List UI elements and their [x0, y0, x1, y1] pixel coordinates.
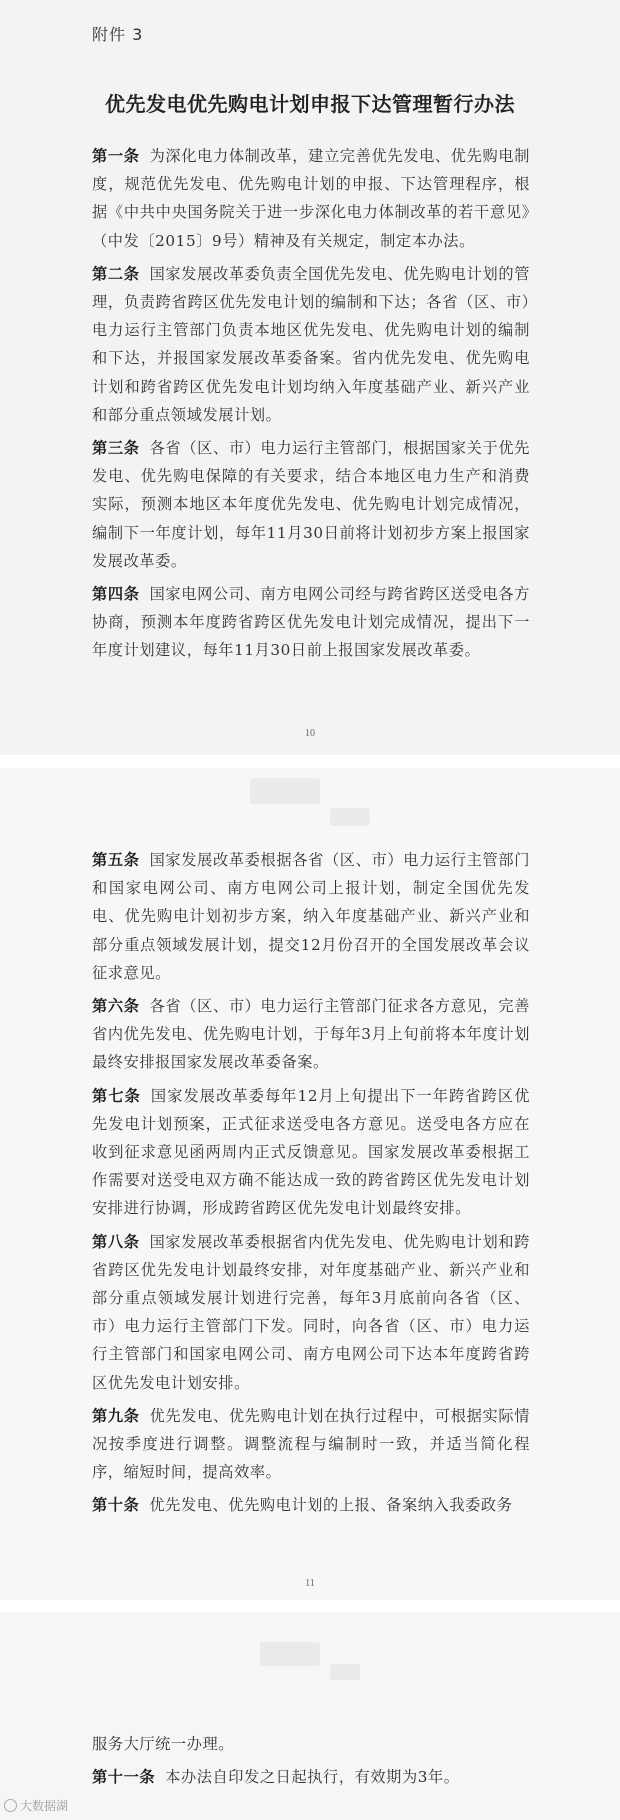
article-label: 第一条 — [92, 147, 140, 165]
article-10-continued — [92, 1730, 530, 1758]
article-label: 第五条 — [92, 851, 140, 869]
article-label: 第十条 — [92, 1496, 140, 1515]
article-4 — [92, 580, 530, 665]
document-page-2 — [0, 768, 620, 1600]
article-5 — [92, 846, 530, 987]
article-2 — [92, 260, 530, 429]
document-page-1 — [0, 0, 620, 755]
article-text: 国家发展改革委每年12月上旬提出下一年跨省跨区优先发电计划预案，正式征求送受电各方意见。送受电各方应在收到征求意见函两周内正式反馈意见。国家发展改革委根据工作需要对送受电双方确不能达成一致的跨省跨区优先发电计划安排进行协调，形成跨省跨区优先发电计划最终安排。 — [92, 1086, 530, 1218]
page-number: 10 — [305, 728, 315, 739]
article-1 — [92, 142, 530, 255]
watermark — [4, 1797, 68, 1814]
page-number: 11 — [305, 1578, 315, 1589]
article-label: 第三条 — [92, 439, 140, 458]
bleed-through-mark — [330, 808, 370, 826]
page-2-body — [92, 846, 530, 1525]
watermark-text: 大数据湖 — [20, 1799, 69, 1813]
article-label: 第九条 — [92, 1406, 140, 1425]
article-text: 为深化电力体制改革，建立完善优先发电、优先购电制度，规范优先发电、优先购电计划的申报、下达管理程序，根据《中共中央国务院关于进一步深化电力体制改革的若干意见》（中发〔2015〕9号）精神及有关规定，制定本办法。 — [92, 147, 530, 250]
article-text: 本办法自印发之日起执行，有效期为3年。 — [165, 1768, 460, 1787]
article-6 — [92, 992, 530, 1077]
attachment-label: 附件 3 — [92, 25, 144, 44]
article-text: 服务大厅统一办理。 — [92, 1735, 235, 1753]
bleed-through-mark — [260, 1642, 320, 1666]
article-text: 国家电网公司、南方电网公司经与跨省跨区送受电各方协商，预测本年度跨省跨区优先发电计划完成情况，提出下一年度计划建议，每年11月30日前上报国家发展改革委。 — [92, 585, 530, 660]
article-text: 优先发电、优先购电计划的上报、备案纳入我委政务 — [149, 1496, 513, 1515]
article-9 — [92, 1402, 530, 1487]
article-text: 各省（区、市）电力运行主管部门，根据国家关于优先发电、优先购电保障的有关要求，结合本地区电力生产和消费实际，预测本地区本年度优先发电、优先购电计划完成情况，编制下一年度计划，每年11月30日前将计划初步方案上报国家发展改革委。 — [92, 439, 530, 570]
article-11 — [92, 1763, 530, 1791]
article-text: 国家发展改革委根据省内优先发电、优先购电计划和跨省跨区优先发电计划最终安排，对年度基础产业、新兴产业和部分重点领域发展计划进行完善，每年3月底前向各省（区、市）电力运行主管部门下发。同时，向各省（区、市）电力运行主管部门和国家电网公司、南方电网公司下达本年度跨省跨区优先发电计划安排。 — [92, 1232, 530, 1392]
article-label: 第四条 — [92, 585, 140, 604]
bleed-through-mark — [330, 1664, 360, 1680]
article-label: 第十一条 — [92, 1768, 156, 1787]
page-1-body — [92, 142, 530, 670]
article-text: 国家发展改革委负责全国优先发电、优先购电计划的管理，负责跨省跨区优先发电计划的编制和下达；各省（区、市）电力运行主管部门负责本地区优先发电、优先购电计划的编制和下达，并报国家发展改革委备案。省内优先发电、优先购电计划和跨省跨区优先发电计划均纳入年度基础产业、新兴产业和部分重点领域发展计划。 — [92, 264, 530, 424]
article-text: 优先发电、优先购电计划在执行过程中，可根据实际情况按季度进行调整。调整流程与编制时一致，并适当简化程序，缩短时间，提高效率。 — [92, 1406, 530, 1482]
article-7 — [92, 1082, 530, 1223]
page-3-body — [92, 1730, 530, 1796]
watermark-icon — [4, 1799, 17, 1812]
bleed-through-mark — [250, 778, 320, 804]
article-label: 第二条 — [92, 264, 140, 283]
article-label: 第八条 — [92, 1232, 140, 1251]
article-label: 第七条 — [92, 1086, 141, 1105]
article-10 — [92, 1491, 530, 1519]
document-title: 优先发电优先购电计划申报下达管理暂行办法 — [105, 92, 515, 116]
article-8 — [92, 1228, 530, 1397]
article-text: 国家发展改革委根据各省（区、市）电力运行主管部门和国家电网公司、南方电网公司上报计划，制定全国优先发电、优先购电计划初步方案，纳入年度基础产业、新兴产业和部分重点领域发展计划，提交12月份召开的全国发展改革会议征求意见。 — [92, 851, 530, 982]
article-3 — [92, 434, 530, 575]
article-label: 第六条 — [92, 997, 140, 1016]
document-page-3 — [0, 1612, 620, 1820]
article-text: 各省（区、市）电力运行主管部门征求各方意见，完善省内优先发电、优先购电计划，于每年3月上旬前将本年度计划最终安排报国家发展改革委备案。 — [92, 997, 530, 1072]
